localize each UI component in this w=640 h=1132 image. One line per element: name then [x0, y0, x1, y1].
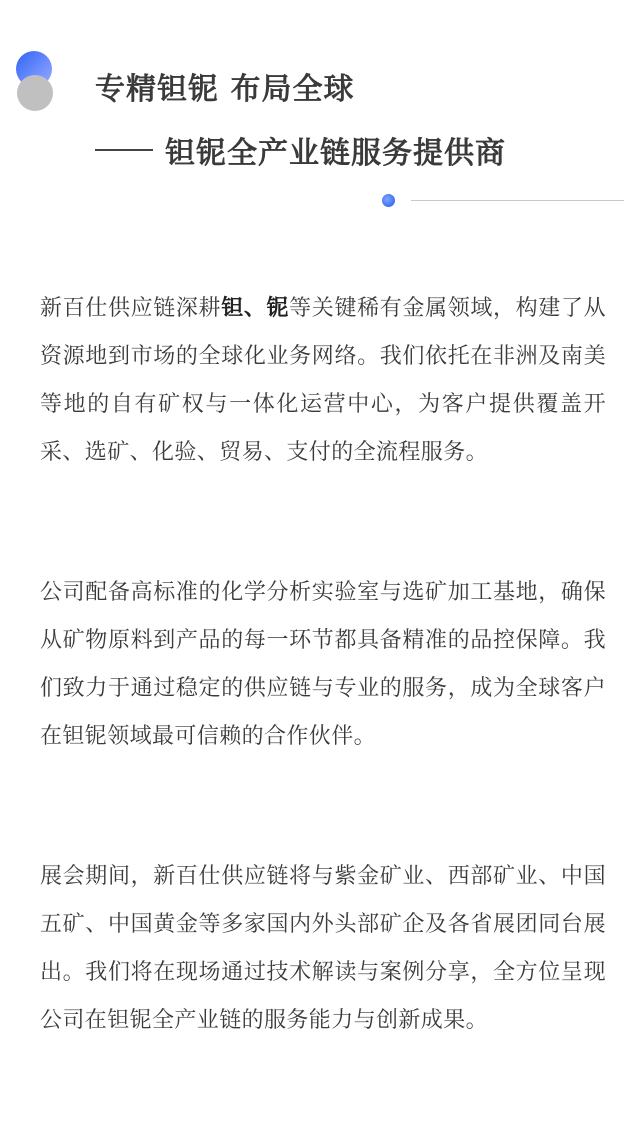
title-dash-divider [95, 149, 153, 151]
subtitle-text: 钽铌全产业链服务提供商 [165, 136, 506, 171]
accent-dot-icon [382, 194, 395, 207]
intro-text-rest: 等关键稀有金属领域，构建了从资源地到市场的全球化业务网络。我们依托在非洲及南美等地的自有矿权与一体化运营中心，为客户提供覆盖开采、选矿、化验、贸易、支付的全流程服务。 [40, 296, 606, 465]
decorative-gray-circle [17, 75, 53, 111]
exhibition-paragraph: 展会期间，新百仕供应链将与紫金矿业、西部矿业、中国五矿、中国黄金等多家国内外头部矿企及各省展团同台展出。我们将在现场通过技术解读与案例分享，全方位呈现公司在钽铌全产业链的服务能力与创新成果。 [40, 864, 606, 1033]
page-subtitle [95, 128, 506, 172]
intro-text-start: 新百仕供应链深耕 [40, 296, 222, 321]
lab-paragraph: 公司配备高标准的化学分析实验室与选矿加工基地，确保从矿物原料到产品的每一环节都具备精准的品控保障。我们致力于通过稳定的供应链与专业的服务，成为全球客户在钽铌领域最可信赖的合作伙伴。 [40, 580, 606, 749]
accent-divider-line [411, 200, 624, 201]
intro-paragraph [40, 285, 606, 477]
intro-highlight-metals: 钽、铌 [221, 296, 290, 321]
page-title: 专精钽铌 布局全球 [95, 72, 355, 107]
